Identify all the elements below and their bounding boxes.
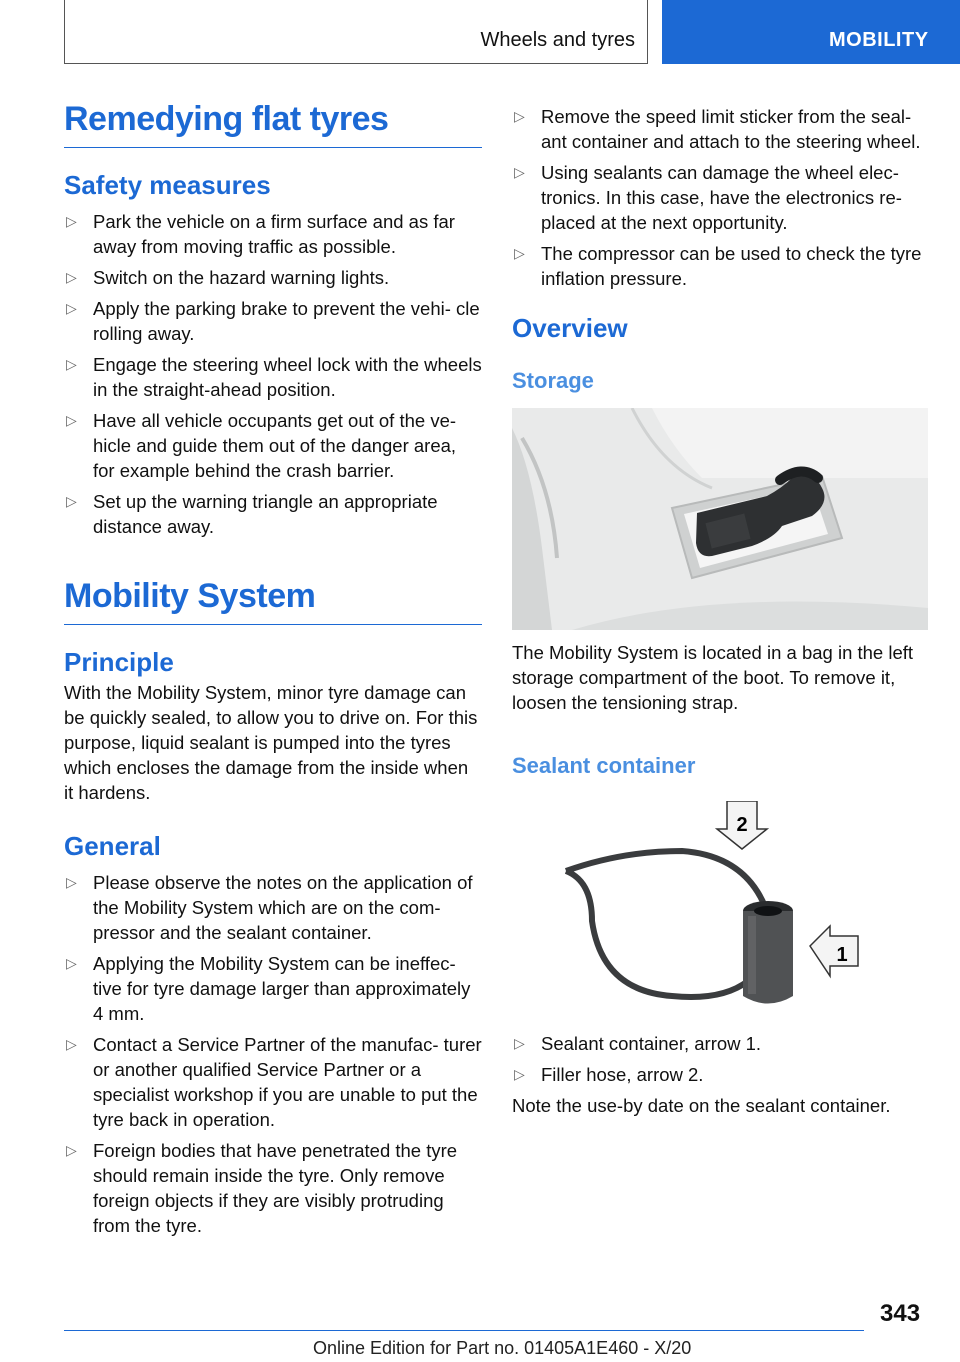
filler-hose bbox=[566, 851, 770, 997]
safety-list bbox=[64, 209, 482, 539]
bullet-triangle-icon: ▷ bbox=[66, 356, 77, 372]
list-item: ▷ Applying the Mobility System can be ineffec‐ tive for tyre damage larger than approximately 4 mm. bbox=[66, 953, 471, 1024]
principle-paragraph: With the Mobility System, minor tyre damage can be quickly sealed, to allow you to drive on. For this purpose, liquid sealant is pumped into the tyres which encloses the damage from the inside when it hardens. bbox=[64, 682, 478, 803]
bullet-triangle-icon: ▷ bbox=[514, 1035, 525, 1051]
header-section-title: Wheels and tyres bbox=[480, 29, 635, 51]
general-list bbox=[64, 870, 482, 1238]
storage-paragraph: The Mobility System is located in a bag in the left storage compartment of the boot. To remove it, loosen the tensioning strap. bbox=[512, 642, 914, 713]
arrow-1-icon bbox=[810, 926, 858, 976]
sealant-note: Note the use-by date on the sealant container. bbox=[512, 1095, 891, 1116]
list-item: ▷ Set up the warning triangle an appropriate distance away. bbox=[66, 491, 438, 537]
heading-general: General bbox=[64, 831, 161, 861]
heading-principle: Principle bbox=[64, 647, 174, 677]
heading-overview: Overview bbox=[512, 313, 628, 343]
list-item: ▷ Apply the parking brake to prevent the vehi‐ cle rolling away. bbox=[66, 298, 480, 344]
header-section-box bbox=[64, 0, 648, 64]
header-chapter-tab bbox=[662, 0, 960, 64]
list-item: ▷ Contact a Service Partner of the manufac‐ turer or another qualified Service Partner or a specialist workshop if you are unable to put the tyre back in operation. bbox=[66, 1034, 482, 1130]
list-item: ▷ Foreign bodies that have penetrated the tyre should remain inside the tyre. Only remove foreign objects if they are visibly protruding from the tyre. bbox=[66, 1140, 458, 1236]
svg-text:1: 1 bbox=[836, 944, 848, 966]
storage-compartment-image bbox=[512, 408, 928, 630]
list-item: ▷ Park the vehicle on a firm surface and as far away from moving traffic as possible. bbox=[66, 211, 455, 257]
sealant-container-illustration bbox=[512, 801, 928, 1011]
list-item: ▷ Please observe the notes on the application of the Mobility System which are on the com‐ pressor and the sealant container. bbox=[66, 872, 473, 943]
heading-safety-measures: Safety measures bbox=[64, 170, 271, 200]
svg-text:2: 2 bbox=[736, 814, 748, 836]
heading-storage: Storage bbox=[512, 368, 594, 393]
bullet-triangle-icon: ▷ bbox=[66, 269, 77, 285]
header-chapter-title: MOBILITY bbox=[829, 29, 929, 51]
list-item: ▷ Sealant container, arrow 1. bbox=[514, 1033, 762, 1054]
heading-remedying-flat-tyres: Remedying flat tyres bbox=[64, 100, 482, 148]
list-item: ▷ Engage the steering wheel lock with the wheels in the straight-ahead position. bbox=[66, 354, 482, 400]
bullet-triangle-icon: ▷ bbox=[66, 874, 77, 890]
list-item: ▷ Using sealants can damage the wheel elec‐ tronics. In this case, have the electronics re‐ placed at the next opportunity. bbox=[514, 162, 902, 233]
list-item: ▷ Remove the speed limit sticker from the seal‐ ant container and attach to the steering wheel. bbox=[514, 106, 921, 152]
top-list bbox=[512, 104, 930, 291]
right-column bbox=[512, 104, 930, 1118]
list-item: ▷ Switch on the hazard warning lights. bbox=[66, 267, 390, 288]
bullet-triangle-icon: ▷ bbox=[66, 955, 77, 971]
list-item: ▷ Filler hose, arrow 2. bbox=[514, 1064, 704, 1085]
bullet-triangle-icon: ▷ bbox=[66, 300, 77, 316]
bullet-triangle-icon: ▷ bbox=[514, 245, 525, 261]
sealant-bottle bbox=[743, 901, 793, 1004]
page-number: 343 bbox=[880, 1300, 921, 1327]
bullet-triangle-icon: ▷ bbox=[66, 1036, 77, 1052]
bullet-triangle-icon: ▷ bbox=[66, 493, 77, 509]
list-item: ▷ The compressor can be used to check the tyre inflation pressure. bbox=[514, 243, 922, 289]
footer-edition: Online Edition for Part no. 01405A1E460 - X/20 bbox=[313, 1338, 692, 1358]
left-column bbox=[64, 100, 482, 1244]
bullet-triangle-icon: ▷ bbox=[514, 164, 525, 180]
heading-mobility-system: Mobility System bbox=[64, 577, 482, 625]
bullet-triangle-icon: ▷ bbox=[514, 1066, 525, 1082]
bullet-triangle-icon: ▷ bbox=[66, 213, 77, 229]
sealant-list bbox=[512, 1031, 930, 1087]
list-item: ▷ Have all vehicle occupants get out of the ve‐ hicle and guide them out of the danger area, for example behind the crash barrier. bbox=[66, 410, 457, 481]
heading-sealant-container: Sealant container bbox=[512, 753, 696, 778]
arrow-2-icon bbox=[717, 801, 767, 849]
bullet-triangle-icon: ▷ bbox=[66, 1142, 77, 1158]
footer-divider bbox=[64, 1330, 864, 1331]
bullet-triangle-icon: ▷ bbox=[514, 108, 525, 124]
bullet-triangle-icon: ▷ bbox=[66, 412, 77, 428]
